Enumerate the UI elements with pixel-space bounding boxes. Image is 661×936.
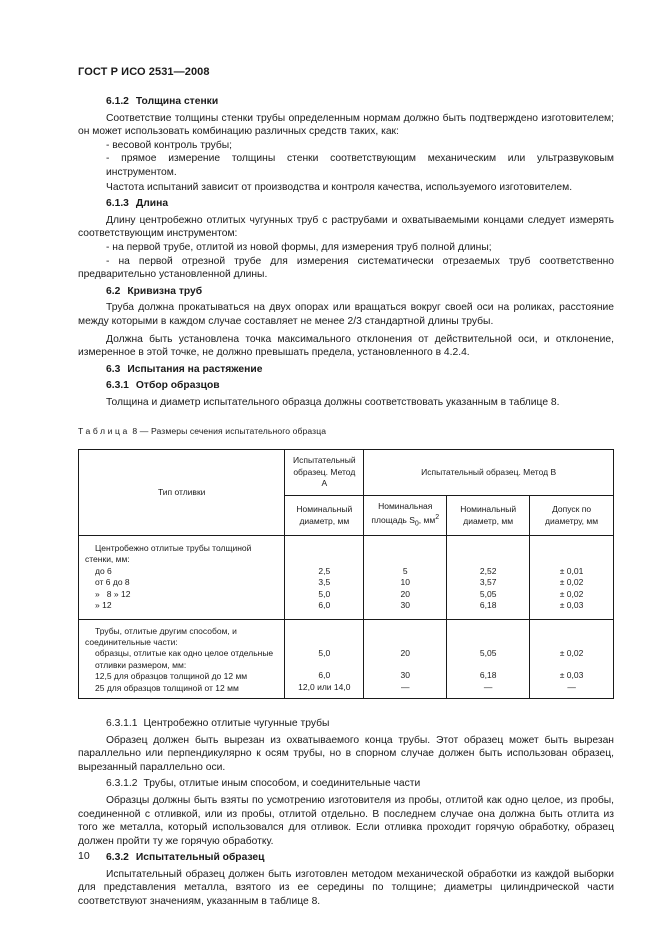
table-header-row [79,450,614,496]
section-title: Кривизна труб [127,285,203,297]
value: ± 0,02 [559,577,584,588]
page-content [78,95,614,909]
cast-type-cell [79,536,285,619]
paragraph: Испытательный образец должен быть изготовлен методом механической обработки из каждой выборки для представления металла, взятого из ее середины по толщине; диаметры цилиндрической части соответствуют значениям, указанным в таблице 8. [78,868,614,908]
cast-type-cell [79,619,285,698]
value: 6,18 [479,600,497,611]
table-row [79,536,614,619]
values-cell [364,619,447,698]
specimen-dimensions-table [78,449,614,699]
header-cell-tolerance: Допуск по диаметру, мм [530,496,614,536]
value: 30 [400,600,410,611]
value: 6,18 [479,670,497,681]
value: 10 [400,577,410,588]
section-6-3-2-heading [78,851,614,865]
row-label: 25 для образцов толщиной от 12 мм [95,682,239,693]
header-cell-nominal-diameter-a: Номинальный диаметр, мм [285,496,364,536]
paragraph: Длину центробежно отлитых чугунных труб с раструбами и охватываемыми концами следует измерять соответствующим инструментом: [78,214,614,240]
section-title: Отбор образцов [135,380,220,392]
list-item: - весовой контроль трубы; [106,139,233,151]
value: ± 0,03 [559,670,584,681]
value: 6,0 [318,600,331,611]
area-label: Номинальная площадь S [371,500,433,526]
section-6-3-heading [78,363,614,377]
section-number: 6.3.1 [106,380,129,392]
list-item: - прямое измерение толщины стенки соответствующим механическим или ультразвуковым инструментом. [106,153,614,178]
row-label: от 6 до 8 [95,577,130,588]
row-label: Трубы, отлитые другим способом, и соединительные части: [85,625,237,647]
values-cell [530,536,614,619]
paragraph: Соответствие толщины стенки трубы определенным нормам должно быть подтверждено изготовителем; он может использовать комбинацию различных средств таких, как: [78,112,614,138]
row-label: » 12 [95,600,112,611]
values-cell [364,536,447,619]
value: 20 [400,647,410,658]
value: 2,52 [479,565,497,576]
section-title: Испытания на растяжение [127,363,263,375]
header-cell-nominal-area [364,496,447,536]
section-title: Трубы, отлитые иным способом, и соединительные части [143,778,421,790]
section-6-1-3-heading [78,197,614,211]
value: — [567,681,576,692]
value: ± 0,02 [559,588,584,599]
values-cell [447,536,530,619]
values-cell [447,619,530,698]
section-number: 6.3.1.2 [106,778,138,790]
section-number: 6.3.1.1 [106,717,138,729]
area-subscript: 0 [414,520,419,528]
paragraph: Образец должен быть вырезан из охватываемого конца трубы. Этот образец может быть вырезан параллельно или перпендикулярно к осям трубы, но в спорном случае должен быть использован образец, вырезанный параллельно оси. [78,734,614,773]
section-6-2-heading [78,285,614,299]
section-number: 6.3.2 [106,852,129,864]
caption-label: Таблица [78,426,130,437]
section-6-3-1-heading [78,379,614,393]
value: 3,5 [318,577,331,588]
value: — [401,681,410,692]
value: — [483,681,493,692]
value: 20 [400,588,410,599]
list-item: - на первой отрезной трубе для измерения систематически отрезаемых труб соответственно предварительно установленной длины. [78,255,614,281]
value: ± 0,03 [559,600,584,611]
value: ± 0,01 [559,565,584,576]
paragraph: Толщина и диаметр испытательного образца должны соответствовать указанным в таблице 8. [106,396,560,408]
values-cell [530,619,614,698]
section-title: Длина [135,198,169,210]
value: 30 [400,670,410,681]
paragraph: Должна быть установлена точка максимального отклонения от действительной оси, и отклонение, измеренное в этой точке, не должно превышать предела, установленного в 4.2.4. [78,333,614,359]
section-title: Испытательный образец [135,852,265,864]
header-cell-method-b: Испытательный образец. Метод В [364,450,614,496]
value: 3,57 [479,577,497,588]
row-label: образцы, отлитые как одно целое отдельные отливки размером, мм: [95,648,274,670]
section-6-3-1-2-heading [78,777,614,791]
value: 12,0 или 14,0 [298,681,351,692]
area-unit: , мм [418,515,436,526]
section-6-3-1-1-heading [78,717,614,731]
section-number: 6.2 [106,285,121,297]
value: 5,05 [479,647,497,658]
document-header: ГОСТ Р ИСО 2531—2008 [78,66,210,78]
value: 5,05 [479,588,497,599]
header-cell-nominal-diameter-b: Номинальный диаметр, мм [447,496,530,536]
value: 6,0 [318,670,331,681]
table-caption [78,425,614,439]
caption-text: 8 — Размеры сечения испытательного образца [132,426,327,437]
values-cell [285,619,364,698]
section-title: Толщина стенки [135,96,219,107]
row-label: 12,5 для образцов толщиной до 12 мм [95,671,248,682]
header-cell-type: Тип отливки [79,450,285,536]
section-6-1-2-heading [78,95,614,109]
value: 5 [402,565,408,576]
value: 5,0 [318,588,331,599]
table-row [79,619,614,698]
values-cell [285,536,364,619]
row-label: Центробежно отлитые трубы толщиной стенки, мм: [85,543,252,565]
section-number: 6.1.3 [106,198,129,210]
row-label: » 8 » 12 [95,588,131,599]
value: 2,5 [318,565,331,576]
value: 5,0 [318,647,331,658]
section-title: Центробежно отлитые чугунные трубы [143,717,330,729]
value: ± 0,02 [559,647,584,658]
paragraph: Труба должна прокатываться на двух опорах или вращаться вокруг своей оси на роликах, расстояние между которыми в каждом случае составляет не менее 2/3 стандартной длины трубы. [78,302,614,327]
paragraph: Частота испытаний зависит от производства и контроля качества, используемого изготовителем. [106,181,573,193]
area-superscript: 2 [435,514,440,522]
paragraph: Образцы должны быть взяты по усмотрению изготовителя из пробы, отлитой как одно целое, из пробы, соединенной с отливкой, или из пробы, отлитой отдельно. В последнем случае она должна быть отлита из того же металла, который использовался для отливок. Если отливка проходит горячую обработку, образец должен пройти ту же горячую обработку. [78,794,614,847]
row-label: до 6 [95,565,112,576]
section-number: 6.3 [106,363,121,375]
section-number: 6.1.2 [106,96,129,107]
list-item: - на первой трубе, отлитой из новой формы, для измерения труб полной длины; [106,241,492,253]
page-number: 10 [78,850,90,862]
header-cell-method-a: Испытательный образец. Метод А [285,450,364,496]
